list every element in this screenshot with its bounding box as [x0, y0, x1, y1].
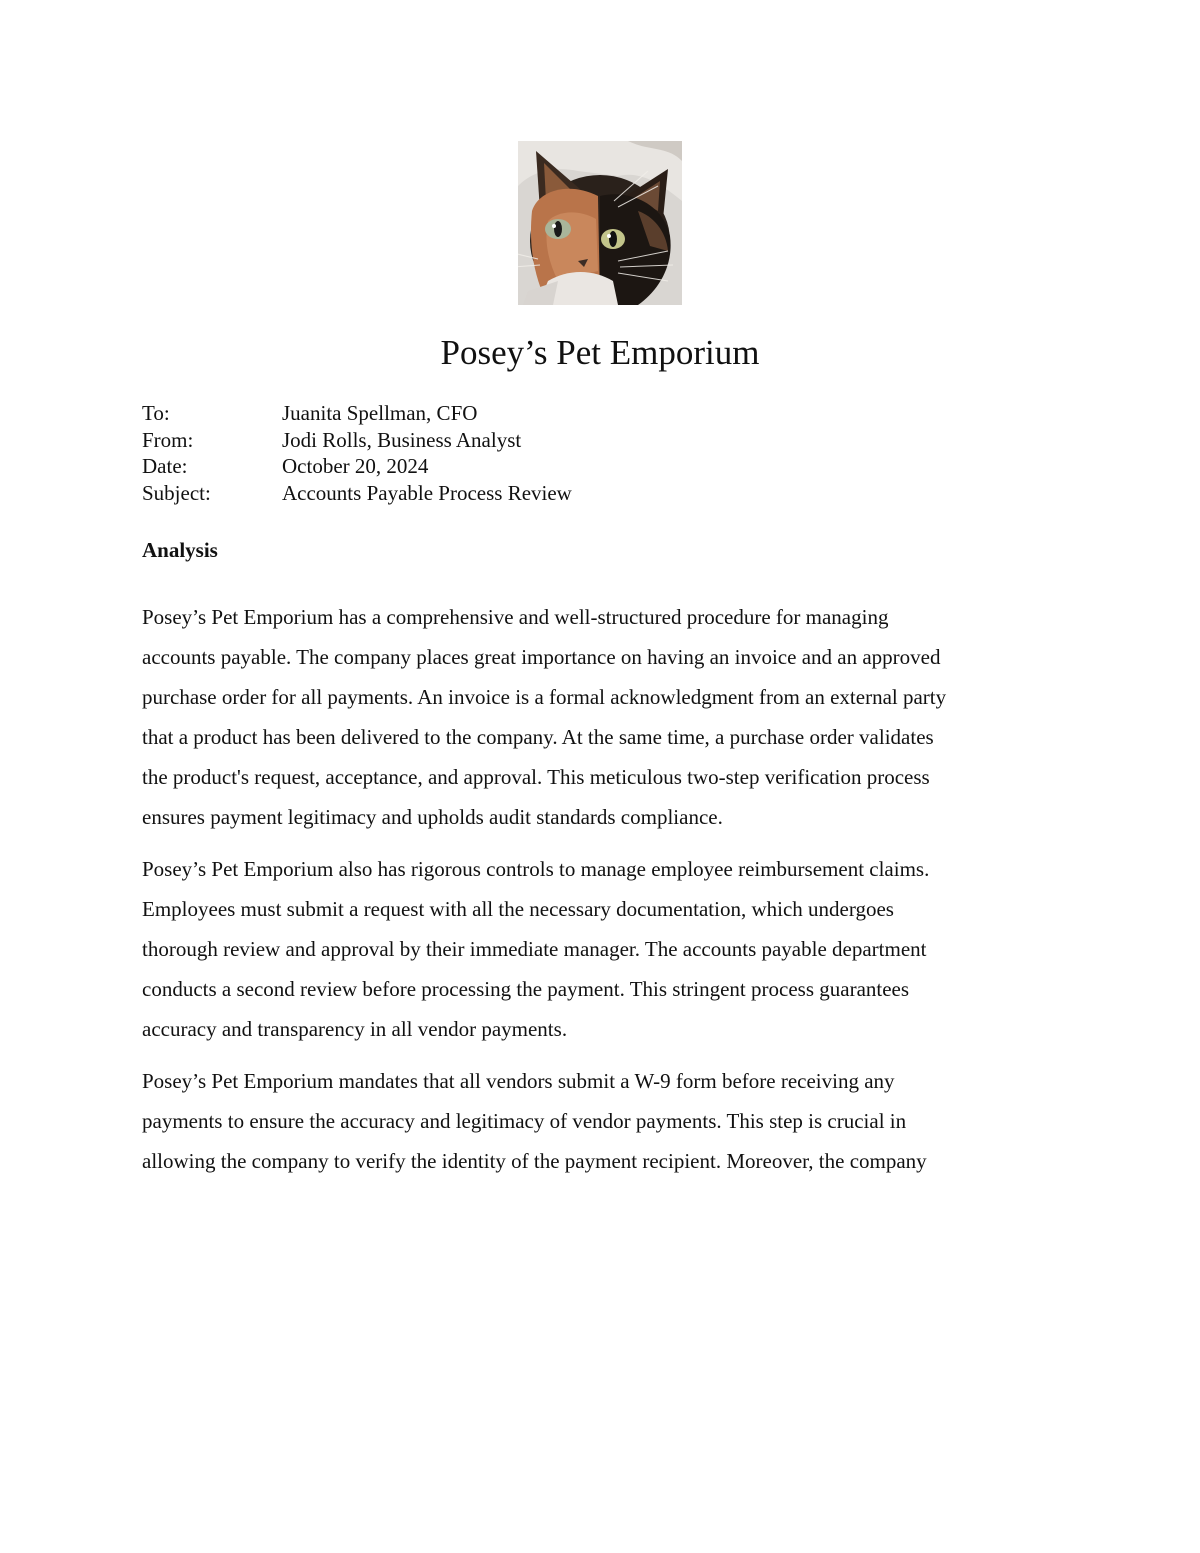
- memo-row-from: [142, 427, 1062, 454]
- cat-photo-logo: [518, 141, 682, 305]
- section-heading: Analysis: [142, 538, 218, 562]
- paragraph-line: accounts payable. The company places great importance on having an invoice and an approved: [142, 645, 941, 669]
- paragraph-line: allowing the company to verify the identity of the payment recipient. Moreover, the company: [142, 1149, 927, 1173]
- memo-value: October 20, 2024: [282, 454, 429, 478]
- paragraph-line: Posey’s Pet Emporium also has rigorous controls to manage employee reimbursement claims.: [142, 857, 930, 881]
- memo-value: Juanita Spellman, CFO: [282, 401, 478, 425]
- paragraph-line: purchase order for all payments. An invoice is a formal acknowledgment from an external party: [142, 685, 947, 709]
- paragraph-line: accuracy and transparency in all vendor payments.: [142, 1017, 568, 1041]
- paragraph-line: the product's request, acceptance, and approval. This meticulous two-step verification process: [142, 765, 930, 789]
- paragraph-line: Posey’s Pet Emporium has a comprehensive and well-structured procedure for managing: [142, 605, 889, 629]
- memo-label: Subject:: [142, 480, 211, 505]
- memo-row-to: [142, 400, 1062, 427]
- paragraph-line: payments to ensure the accuracy and legitimacy of vendor payments. This step is crucial in: [142, 1109, 907, 1133]
- memo-value: Accounts Payable Process Review: [282, 480, 572, 505]
- memo-label: From:: [142, 427, 194, 452]
- memo-row-date: [142, 453, 1062, 480]
- paragraph-line: ensures payment legitimacy and upholds audit standards compliance.: [142, 805, 723, 829]
- paragraph: [142, 576, 1062, 830]
- memo-label: To:: [142, 401, 170, 425]
- paragraph: [142, 828, 1062, 1042]
- memo-row-subject: [142, 480, 1062, 507]
- memo-header: [142, 400, 1062, 506]
- paragraph-line: Employees must submit a request with all the necessary documentation, which undergoes: [142, 897, 894, 921]
- body-text: [142, 590, 1062, 1186]
- paragraph-line: that a product has been delivered to the company. At the same time, a purchase order validates: [142, 725, 934, 749]
- memo-label: Date:: [142, 454, 188, 478]
- paragraph-line: Posey’s Pet Emporium mandates that all vendors submit a W-9 form before receiving any: [142, 1069, 895, 1093]
- paragraph-line: conducts a second review before processing the payment. This stringent process guarantees: [142, 977, 910, 1001]
- paragraph: [142, 1040, 1062, 1174]
- paragraph-line: thorough review and approval by their immediate manager. The accounts payable department: [142, 937, 927, 961]
- memo-value: Jodi Rolls, Business Analyst: [282, 427, 522, 452]
- company-name: Posey’s Pet Emporium: [440, 333, 760, 372]
